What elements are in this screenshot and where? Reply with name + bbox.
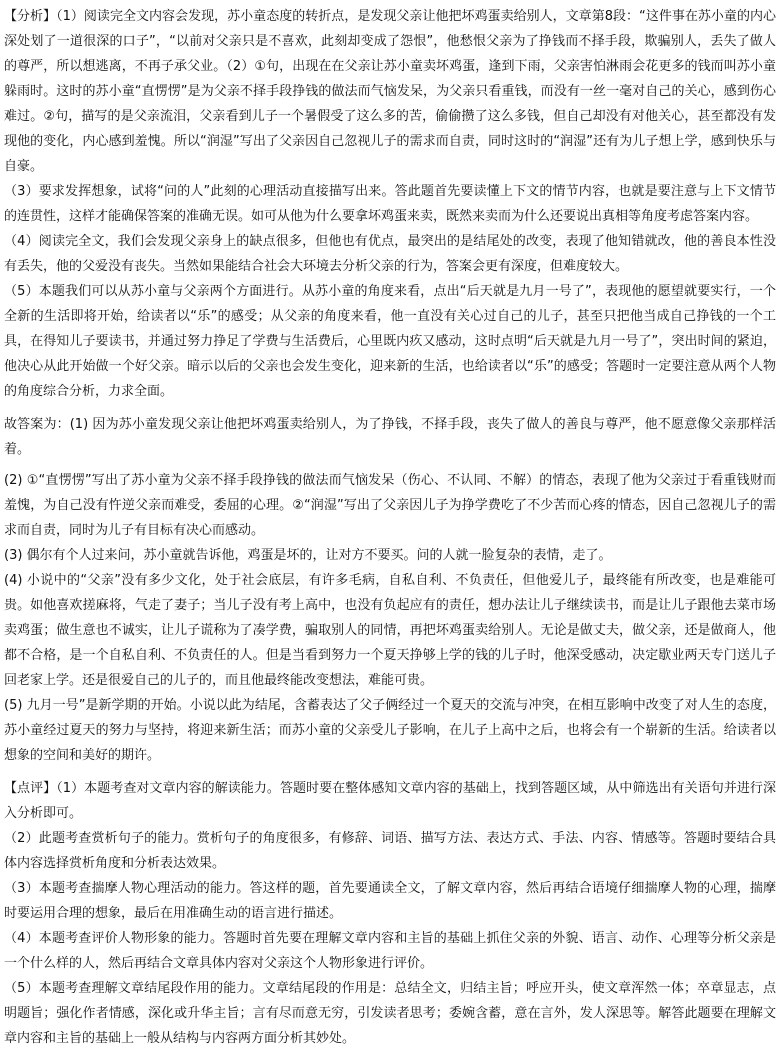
section-gap <box>4 768 776 776</box>
comment-2: （2）此题考查赏析句子的能力。赏析句子的角度很多，有修辞、词语、描写方法、表达方式、手法、内容、情感等。答题时要结合具体内容选择赏析角度和分析表达效果。 <box>4 831 776 871</box>
analysis-section <box>4 4 776 404</box>
answer-2: (2) ①“直愣愣”写出了苏小童为父亲不择手段挣钱的做法而气恼发呆（伤心、不认同、不解）的情态，表现了他为父亲过于看重钱财而羞愧，为自己没有忤逆父亲而难受，委屈的心理。②“润湿”写出了父亲因儿子为挣学费吃了不少苦而心疼的情态，因自己忽视儿子的需求而自责，同时为儿子有目标有决心而感动。 <box>4 473 776 538</box>
analysis-paragraph-3: （3）要求发挥想象，试将“问的人”此刻的心理活动直接描写出来。答此题首先要读懂上下文的情节内容，也就是要注意与上下文情节的连贯性，这样才能确保答案的准确无误。如可从他为什么要拿坏鸡蛋来卖，既然来卖而为什么还要说出真相等角度考虑答案内容。 <box>4 184 776 224</box>
comment-5: （5）本题考查理解文章结尾段作用的能力。文章结尾段的作用是：总结全文，归结主旨；呼应开头，使文章浑然一体；卒章显志，点明题旨；强化作者情感，深化或升华主旨；言有尽而意无穷，引发读者思考；委婉含蓄，意在言外，发人深思等。解答此题要在理解文章内容和主旨的基础上一般从结构与内容两方面分析其妙处。 <box>4 981 776 1046</box>
comment-1: 【点评】（1）本题考查对文章内容的解读能力。答题时要在整体感知文章内容的基础上，找到答题区域，从中筛选出有关语句并进行深入分析即可。 <box>4 781 776 821</box>
comment-section <box>4 776 776 1051</box>
answer-4: (4) 小说中的“父亲”没有多少文化，处于社会底层，有许多毛病，自私自利、不负责任，但他爱儿子，最终能有所改变，也是难能可贵。如他喜欢搓麻将，气走了妻子；当儿子没有考上高中，也没有负起应有的责任，想办法让儿子继续读书，而是让儿子跟他去菜市场卖鸡蛋；做生意也不诚实，让儿子谎称为了凑学费，骗取别人的同情，再把坏鸡蛋卖给别人。无论是做丈夫，做父亲，还是做商人，他都不合格，是一个自私自利、不负责任的人。但是当看到努力一个夏天挣够上学的钱的儿子时，他深受感动，决定歇业两天专门送儿子回老家上学。还是很爱自己的儿子的，而且他最终能改变想法，难能可贵。 <box>4 573 776 688</box>
comment-4: （4）本题考查评价人物形象的能力。答题时首先要在理解文章内容和主旨的基础上抓住父亲的外貌、语言、动作、心理等分析父亲是一个什么样的人，然后再结合文章具体内容对父亲这个人物形象进行评价。 <box>4 931 776 971</box>
analysis-paragraph-5: （5）本题我们可以从苏小童与父亲两个方面进行。从苏小童的角度来看，点出“后天就是九月一号了”，表现他的愿望就要实行，一个全新的生活即将开始，给读者以“乐”的感受；从父亲的角度来看，他一直没有关心过自己的儿子，甚至只把他当成自己挣钱的一个工具，在得知儿子要读书，并通过努力挣足了学费与生活费后，心里既内疚又感动，这时点明“后天就是九月一号了”，突出时间的紧迫，他决心从此开始做一个好父亲。暗示以后的父亲也会发生变化，迎来新的生活，也给读者以“乐”的感受；答题时一定要注意从两个人物的角度综合分析，力求全面。 <box>4 284 776 399</box>
answer-section <box>4 412 776 768</box>
answer-intro: 故答案为：(1) 因为苏小童发现父亲让他把坏鸡蛋卖给别人，为了挣钱，不择手段，丧失了做人的善良与尊严，他不愿意像父亲那样活着。 <box>4 417 776 457</box>
analysis-paragraph-1: 【分析】（1）阅读完全文内容会发现，苏小童态度的转折点，是发现父亲让他把坏鸡蛋卖给别人，文章第8段：“这件事在苏小童的内心深处划了一道很深的口子”，“以前对父亲只是不喜欢，此刻却变成了怨恨”，他愁恨父亲为了挣钱而不择手段，欺骗别人，丢失了做人的尊严，所以想逃离，不再子承父业。（2）①句，出现在在父亲让苏小童卖坏鸡蛋，逢到下雨，父亲害怕淋雨会花更多的钱而叫苏小童躲雨时。这时的苏小童“直愣愣”是为父亲不择手段挣钱的做法而气恼发呆，为父亲只看重钱，而没有一丝一毫对自己的关心，感到伤心难过。②句，描写的是父亲流泪，父亲看到儿子一个暑假受了这么多的苦，偷偷攒了这么多钱，但自己却没有对他关心，甚至都没有发现他的变化，内心感到羞愧。所以“润湿”写出了父亲因自己忽视儿子的需求而自责，同时这时的“润湿”还有为儿子想上学，感到快乐与自豪。 <box>4 9 776 174</box>
analysis-paragraph-4: （4）阅读完全文，我们会发现父亲身上的缺点很多，但他也有优点，最突出的是结尾处的改变，表现了他知错就改，他的善良本性没有丢失，他的父爱没有丧失。当然如果能结合社会大环境去分析父亲的行为，答案会更有深度，但难度较大。 <box>4 234 776 274</box>
answer-5: (5) 九月一号”是新学期的开始。小说以此为结尾，含蓄表达了父子俩经过一个夏天的交流与冲突，在相互影响中改变了对人生的态度，苏小童经过夏天的努力与坚持，将迎来新生活；而苏小童的父亲受儿子影响，在儿子上高中之后，也将会有一个崭新的生活。给读者以想象的空间和美好的期许。 <box>4 698 776 763</box>
answer-3: (3) 偶尔有个人过来问，苏小童就告诉他，鸡蛋是坏的，让对方不要买。问的人就一脸复杂的表情，走了。 <box>4 548 612 563</box>
section-gap <box>4 404 776 412</box>
comment-3: （3）本题考查揣摩人物心理活动的能力。答这样的题，首先要通读全文，了解文章内容，然后再结合语境仔细揣摩人物的心理，揣摩时要运用合理的想象，最后在用准确生动的语言进行描述。 <box>4 881 776 921</box>
